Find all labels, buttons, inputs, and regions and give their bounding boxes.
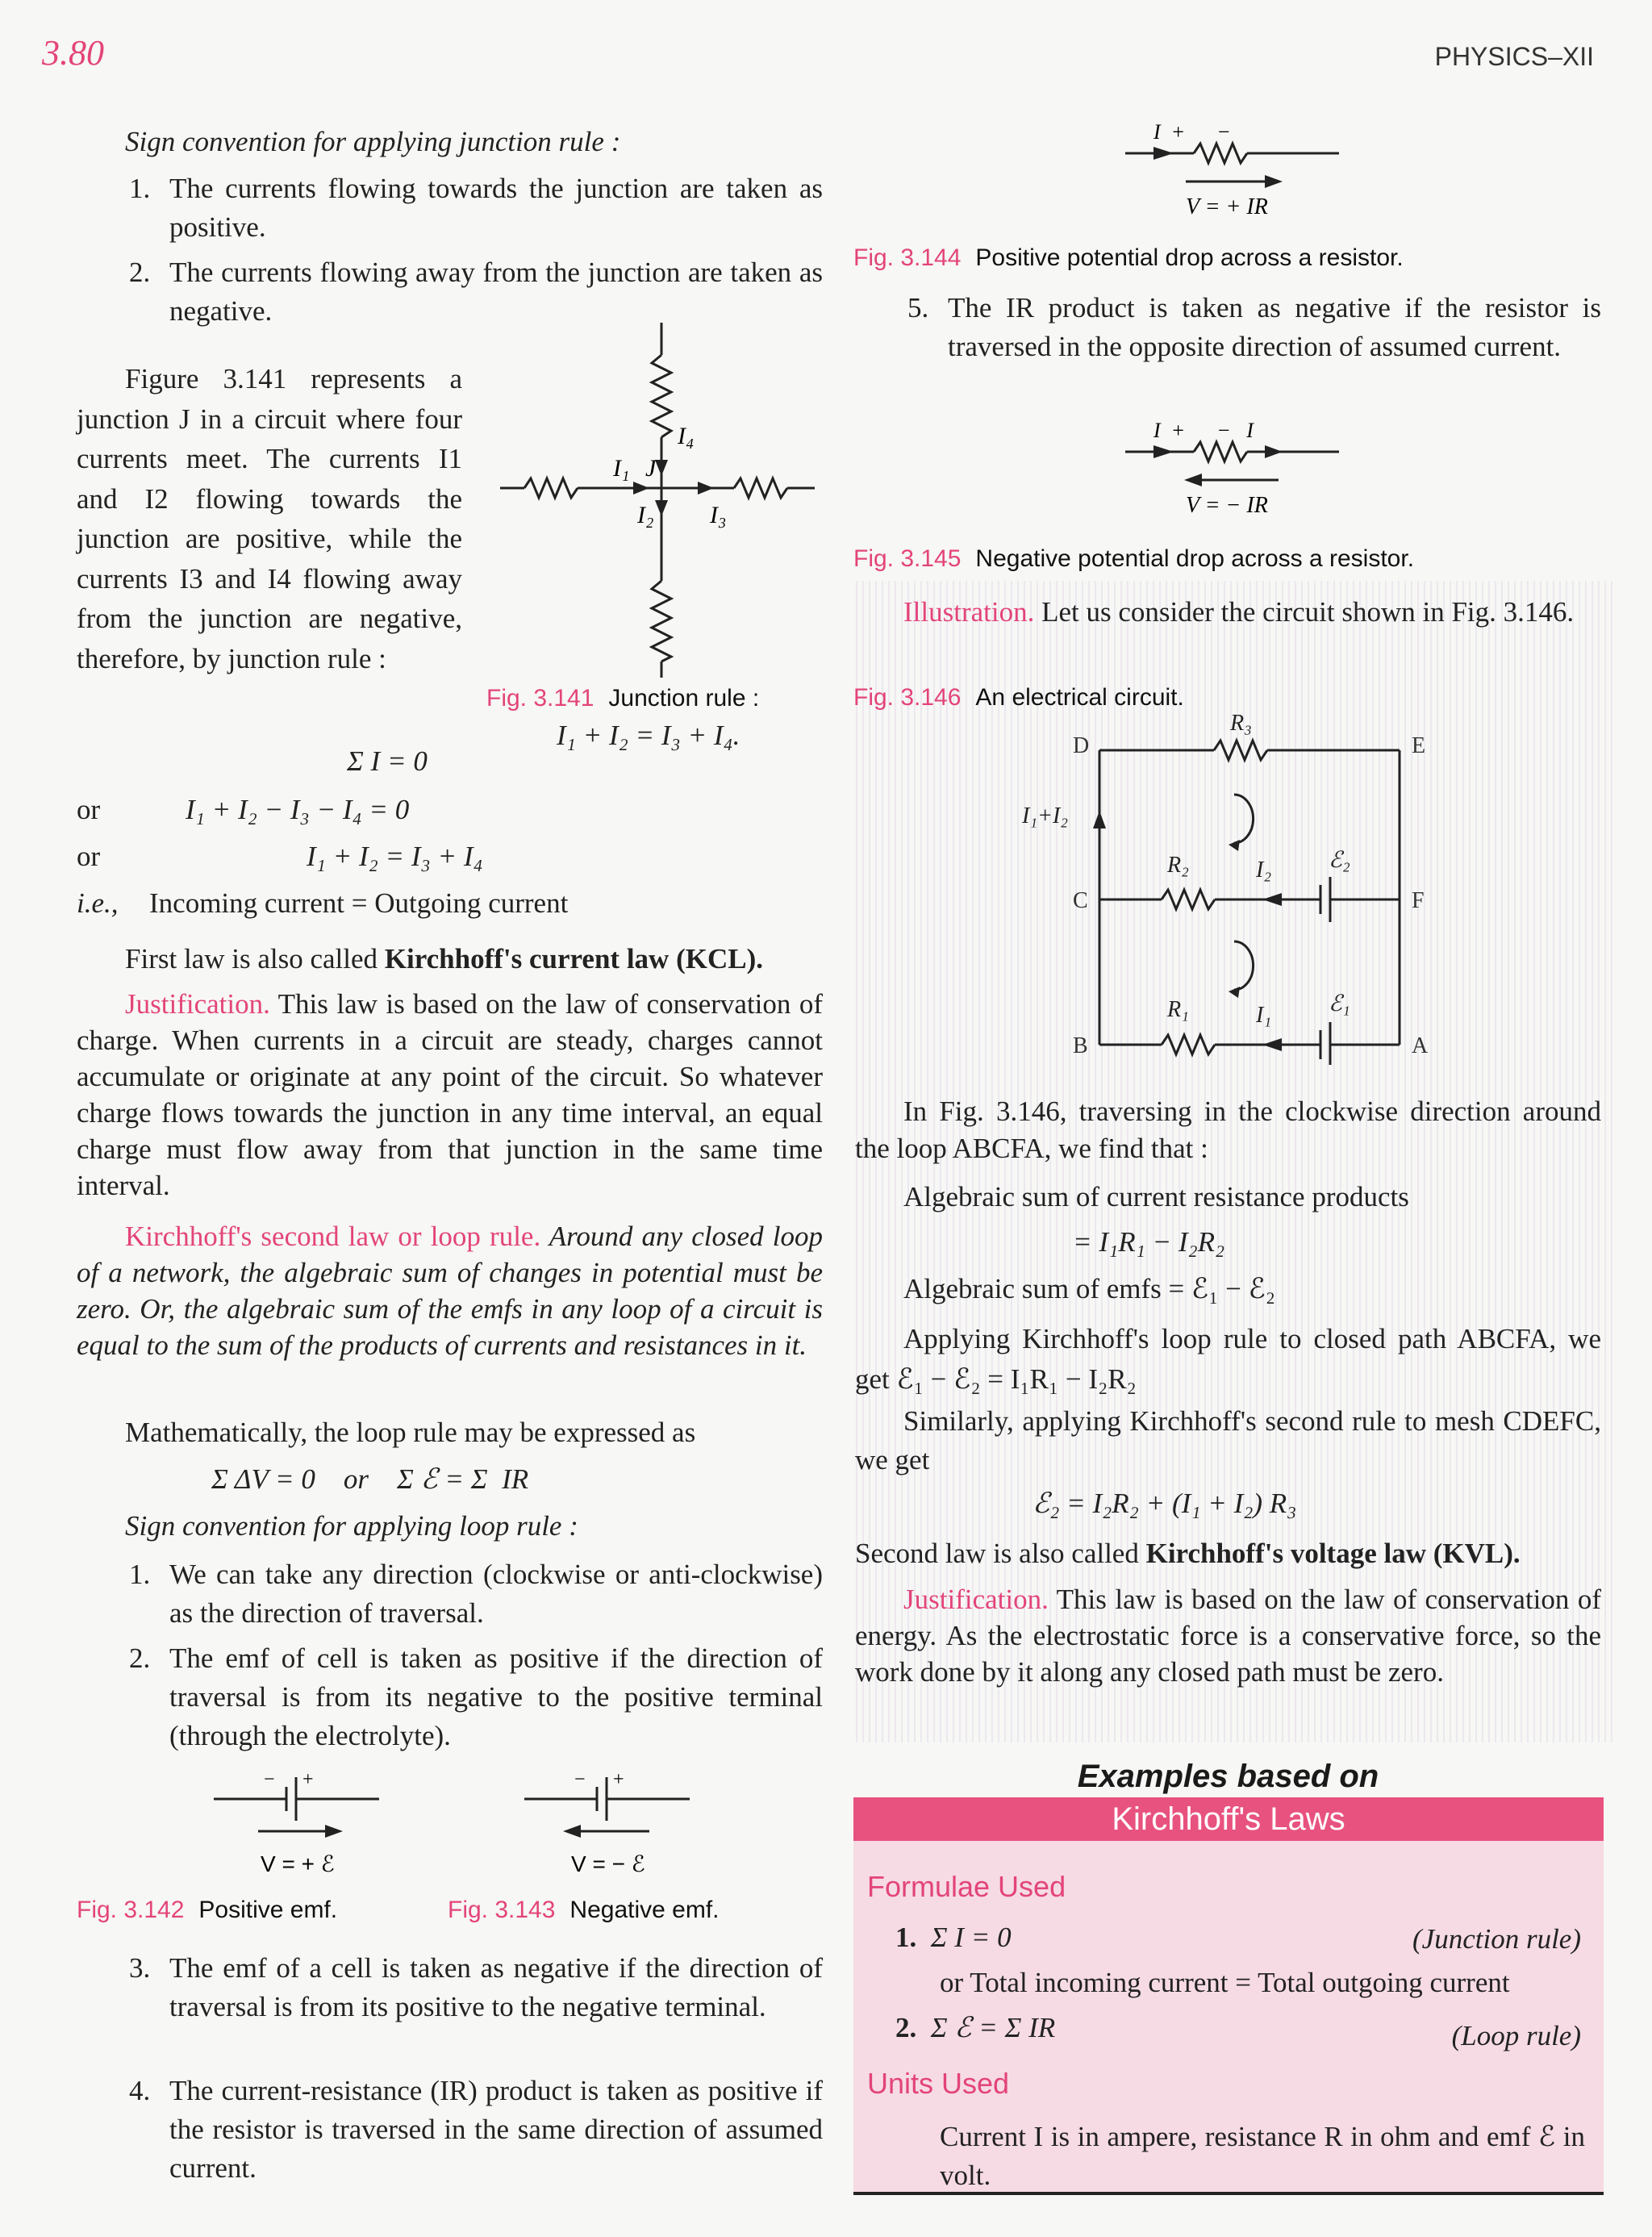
negative-drop-figure xyxy=(1121,411,1347,524)
node-e: E xyxy=(1412,733,1426,758)
svg-text:+: + xyxy=(613,1769,624,1790)
units-text: Current I is in ampere, resistance R in ohm and emf ℰ in volt. xyxy=(940,2121,1585,2191)
label-j: J xyxy=(645,455,657,482)
node-a: A xyxy=(1412,1033,1429,1058)
fig146-caption: Fig. 3.146 An electrical circuit. xyxy=(853,684,1184,711)
positive-drop-figure xyxy=(1121,113,1347,226)
junction-sign-item-1: 1. The currents flowing towards the junction are taken as positive. xyxy=(129,173,823,243)
junction-sign-item-2: 2. The currents flowing away from the junction are taken as negative. xyxy=(129,257,823,327)
sign-convention-heading: Sign convention for applying junction rule : xyxy=(125,126,621,157)
fig142-v: V = + ℰ xyxy=(261,1851,335,1876)
fig144-top: I + − xyxy=(1153,120,1231,144)
examples-banner: Kirchhoff's Laws xyxy=(853,1797,1604,1841)
fig141-caption: Fig. 3.141 Junction rule : xyxy=(486,685,760,712)
formula-1-tag: (Junction rule) xyxy=(1412,1923,1581,1955)
eq2: I₁ + I₂ − I₃ − I₄ = 0 xyxy=(186,794,410,825)
fig145-top: I + − I xyxy=(1153,419,1254,442)
loop-equation: Σ ΔV = 0 or Σ ℰ = Σ IR xyxy=(211,1463,529,1495)
label-r1: R₁ xyxy=(1167,997,1189,1022)
emf-sum: Algebraic sum of emfs = ℰ₁ − ℰ₂ xyxy=(903,1273,1276,1304)
label-r2: R₂ xyxy=(1167,853,1189,878)
fig144-v: V = + IR xyxy=(1186,194,1268,219)
mesh-paragraph: Similarly, applying Kirchhoff's second rule to mesh CDEFC, we get xyxy=(855,1405,1601,1475)
formula-2-tag: (Loop rule) xyxy=(1451,2020,1581,2051)
eq3: I₁ + I₂ = I₃ + I₄ xyxy=(307,841,483,872)
loop-sign-heading: Sign convention for applying loop rule : xyxy=(125,1510,578,1542)
kvl-line: Second law is also called Kirchhoff's voltage law (KVL). xyxy=(855,1538,1521,1569)
formula-2: 2. Σ ℰ = Σ IR xyxy=(895,2012,1056,2043)
fig145-v: V = − IR xyxy=(1186,493,1268,518)
junction-figure xyxy=(484,323,823,678)
traversal-paragraph: In Fig. 3.146, traversing in the clockwise direction around the loop ABCFA, we find that : xyxy=(855,1096,1601,1164)
junction-paragraph: Figure 3.141 represents a junction J in a circuit where four currents meet. The currents I1 and I2 flowing towards the junction are positive, while the currents I3 and I4 flowing away from the junction are negative, therefore, by junction rule : xyxy=(77,363,462,674)
node-f: F xyxy=(1412,888,1425,913)
units-heading: Units Used xyxy=(867,2067,1010,2100)
justification-2: Justification. This law is based on the law of conservation of energy. As the electrostatic force is a conservative force, so the work done by it along any closed path must be zero. xyxy=(855,1584,1601,1688)
current-resistance-sum: Algebraic sum of current resistance products xyxy=(903,1181,1409,1212)
formula-1: 1. Σ I = 0 xyxy=(895,1922,1012,1953)
running-header: PHYSICS–XII xyxy=(1434,42,1594,71)
loop-rule-paragraph: Kirchhoff's second law or loop rule. Around any closed loop of a network, the algebraic sum of changes in potential must be zero. Or, the algebraic sum of the emfs in any loop of a circuit is equal to the sum of the products of currents and resistances in it. xyxy=(77,1221,823,1361)
math-expression-intro: Mathematically, the loop rule may be expressed as xyxy=(125,1417,696,1448)
label-emf2: ℰ₂ xyxy=(1329,848,1350,873)
fig142-caption: Fig. 3.142 Positive emf. xyxy=(77,1897,338,1923)
label-i4: I₄ xyxy=(678,423,695,449)
label-i3: I₃ xyxy=(710,502,727,528)
loop-sign-item-3: 3. The emf of a cell is taken as negative if the direction of traversal is from its positive to the negative terminal. xyxy=(129,1952,823,2022)
fig143-caption: Fig. 3.143 Negative emf. xyxy=(448,1897,720,1923)
mesh-equation: ℰ₂ = I₂R₂ + (I₁ + I₂) R₃ xyxy=(1032,1488,1297,1519)
label-r3: R₃ xyxy=(1230,711,1252,736)
loop-rule-application: Applying Kirchhoff's loop rule to closed path ABCFA, we get ℰ₁ − ℰ₂ = I₁R₁ − I₂R₂ xyxy=(855,1323,1601,1395)
label-i1: I₁ xyxy=(1256,1003,1272,1028)
fig141-equation: I₁ + I₂ = I₃ + I₄. xyxy=(557,720,740,751)
node-c: C xyxy=(1073,888,1088,913)
loop-sign-item-4: 4. The current-resistance (IR) product is taken as positive if the resistor is traversed in the same direction of assumed current. xyxy=(129,2075,823,2184)
fig145-caption: Fig. 3.145 Negative potential drop across a resistor. xyxy=(853,545,1415,572)
loop-sign-item-1: 1. We can take any direction (clockwise or anti-clockwise) as the direction of traversal. xyxy=(129,1559,823,1629)
kcl-line: First law is also called Kirchhoff's current law (KCL). xyxy=(125,943,763,975)
fig144-caption: Fig. 3.144 Positive potential drop across a resistor. xyxy=(853,244,1404,271)
examples-title: Examples based on xyxy=(1077,1759,1379,1794)
label-i2: I₂ xyxy=(1256,858,1272,883)
eq3-prefix: or xyxy=(77,841,101,872)
label-emf1: ℰ₁ xyxy=(1329,991,1350,1016)
page-number: 3.80 xyxy=(42,33,104,73)
current-resistance-eq: = I₁R₁ − I₂R₂ xyxy=(1073,1226,1225,1258)
label-i1: I₁ xyxy=(613,455,630,482)
svg-text:+: + xyxy=(302,1769,314,1790)
negative-emf-figure xyxy=(516,1763,702,1880)
circuit-figure xyxy=(1020,706,1488,1065)
node-b: B xyxy=(1073,1033,1088,1058)
formulae-heading: Formulae Used xyxy=(867,1870,1066,1903)
svg-text:−: − xyxy=(264,1769,275,1790)
label-i2: I₂ xyxy=(637,502,654,528)
eq4-prefix: i.e., xyxy=(77,887,119,919)
eq4: Incoming current = Outgoing current xyxy=(149,887,569,919)
fig143-v: V = − ℰ xyxy=(571,1851,645,1876)
svg-text:−: − xyxy=(574,1769,586,1790)
sum-current-eq: Σ I = 0 xyxy=(347,745,428,777)
eq2-prefix: or xyxy=(77,794,101,825)
loop-sign-item-2: 2. The emf of cell is taken as positive if the direction of traversal is from its negative to the positive terminal (through the electrolyte). xyxy=(129,1642,823,1751)
formula-1-note: or Total incoming current = Total outgoing current xyxy=(940,1967,1510,1998)
positive-emf-figure xyxy=(206,1763,391,1880)
illustration-intro: Illustration. Let us consider the circuit shown in Fig. 3.146. xyxy=(903,596,1575,628)
loop-sign-item-5: 5. The IR product is taken as negative if the resistor is traversed in the opposite direction of assumed current. xyxy=(907,292,1601,362)
node-d: D xyxy=(1073,733,1090,758)
justification-1: Justification. This law is based on the law of conservation of charge. When currents in a circuit are steady, charges cannot accumulate or originate at any point of the circuit. So whatever charge flows towards the junction in any time interval, an equal charge must flow away from that junction in the same time interval. xyxy=(77,988,823,1201)
label-i1-plus-i2: I₁+I₂ xyxy=(1022,803,1069,828)
